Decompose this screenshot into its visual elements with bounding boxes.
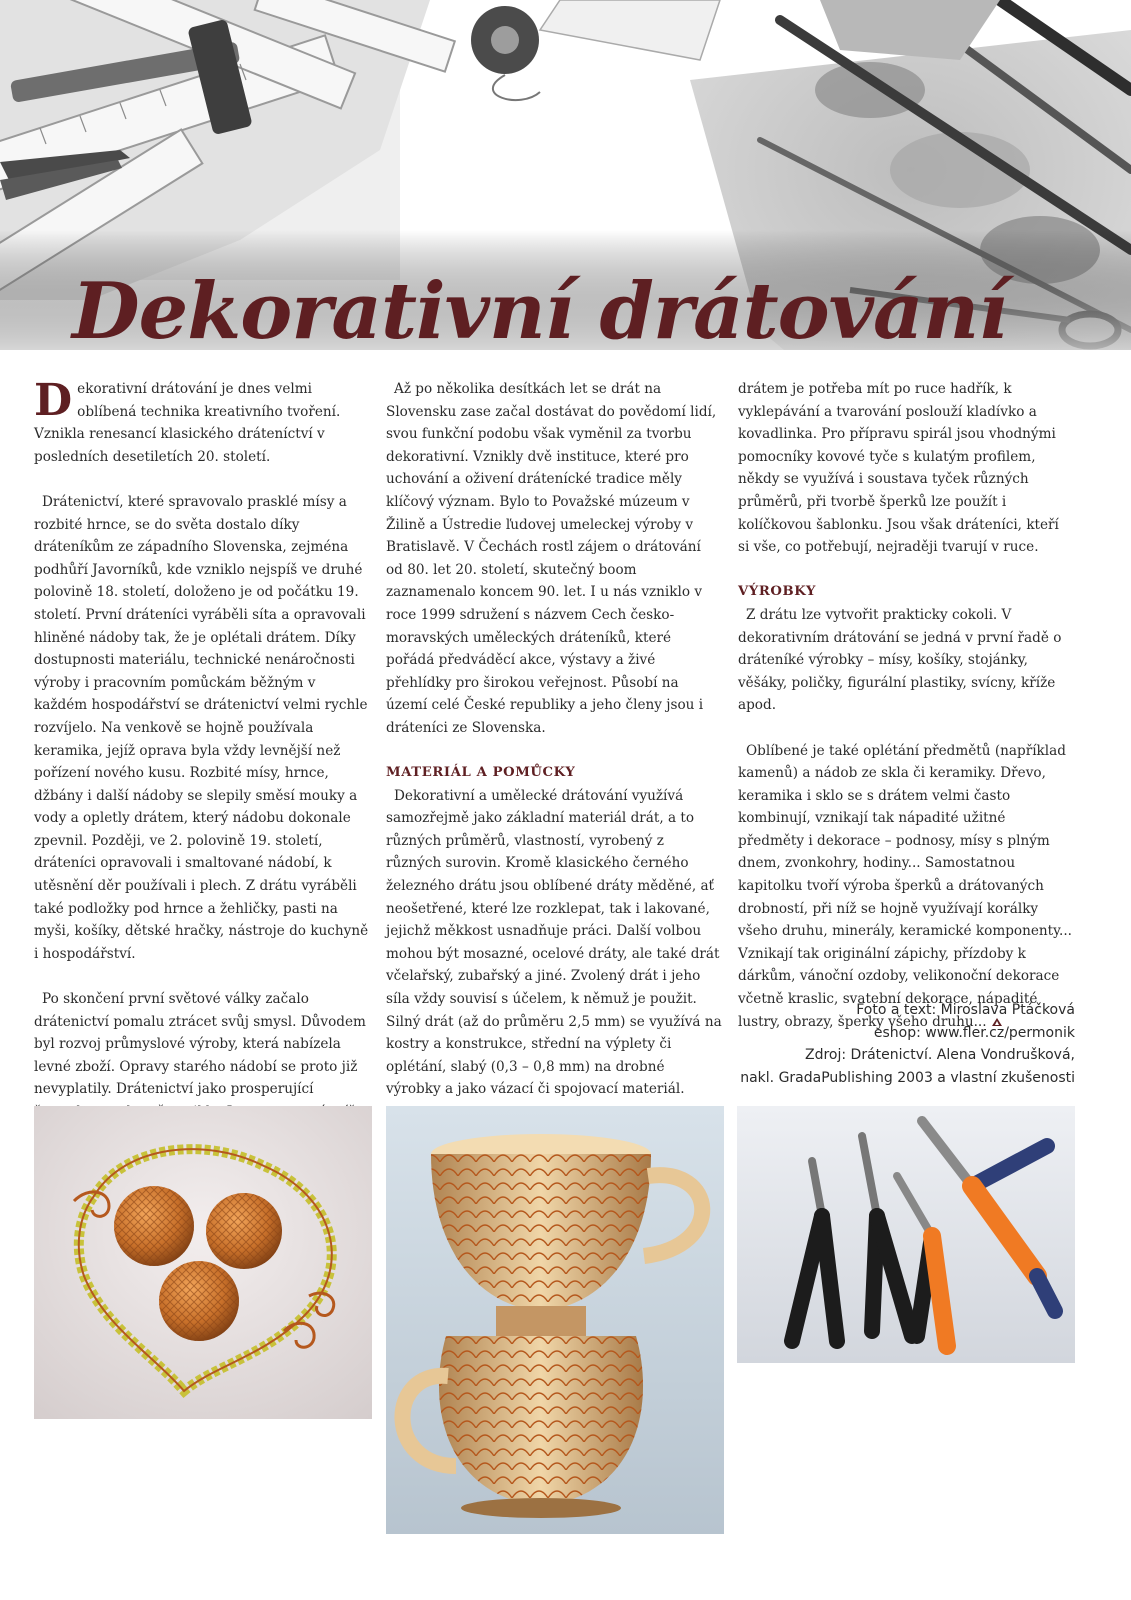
wrapping-text: Oblíbené je také oplétání předmětů (například kamenů) a nádob ze skla či keramiky. Dřevo, keramika i sklo se s drátem velmi často kombinují, vznikají tak nápadité užitné předměty i dekorace – podnosy, mísy s plným dnem, zvonkohry, hodiny... Samostatnou kapitolku tvoří výroba šperků a drátovaných drobností, při níž se hojně využívají korálky všeho druhu, minerály, keramické komponenty... Vznikají tak originální zápichy, přízdoby k dárkům, vánoční ozdoby, velikonoční dekorace včetně kraslic, svatební dekorace, nápadité lustry, obrazy, šperky všeho druhu... bbox=[738, 742, 1072, 1030]
revival-paragraph: Až po několika desítkách let se drát na Slovensku zase začal dostávat do povědomí lidí, svou funkční podobu však vyměnil za tvorbu dekorativní. Vznikly dvě instituce, které pro uchování a oživení drátenícké tradice měly klíčový význam. Bylo to Považské múzeum v Žilině a Ústredie ľudovej umeleckej výroby v Bratislavě. V Čechách rostl zájem o drátování od 80. let 20. století, skutečný boom zaznamenalo koncem 90. let. I u nás vzniklo v roce 1999 sdružení s názvem Cech česko-moravských uměleckých dráteníků, které pořádá předváděcí akce, výstavy a živé přehlídky pro širokou veřejnost. Působí na území celé České republiky a jeho členy jsou i dráteníci ze Slovenska. bbox=[386, 381, 717, 736]
photo-wire-brooch bbox=[34, 1106, 372, 1419]
decline-paragraph: Po skončení první světové války začalo drátenictví pomalu ztrácet svůj smysl. Důvodem byl rozvoj průmyslové výroby, která nabízela levné zboží. Opravy starého nádobí se proto již nevyplatily. Drátenictví jako prosperující bbox=[34, 991, 366, 1098]
section-heading-material: MATERIÁL A POMŮCKY bbox=[386, 765, 576, 781]
drop-cap: D bbox=[34, 375, 73, 426]
history-paragraph: Drátenictví, které spravovalo prasklé mísy a rozbité hrnce, se do světa dostalo díky dráteníkům ze západního Slovenska, zejména podhůří Javorníků, kde vzniklo nejspíš ve druhé polovině 18. století, doloženo je od počátku 19. století. První dráteníci vyráběli síta a opravovali hliněné nádoby tak, že je oplétali drátem. Díky dostupnosti materiálu, technické nenáročnosti výroby i pracovním pomůckám běžným v každém hospodářství se drátenictví velmi rychle rozvíjelo. Na venkově se hojně používala keramika, jejíž oprava byla vždy levnější než pořízení nového kusu. Rozbité mísy, hrnce, džbány i další nádoby se slepily směsí mouky a vody a opletly drátem, který nádobu dokonale zpevnil. Později, ve 2. polovině 19. století, dráteníci opravovali i smaltované nádobí, k utěsnění děr používali i plech. Z drátu vyráběli také podložky pod hrnce a žehličky, pasti na myši, košíky, dětské hračky, nástroje do kuchyně i hospodářství. bbox=[34, 493, 369, 962]
credit-publisher: nakl. GradaPublishing 2003 a vlastní zkušenosti bbox=[740, 1069, 1075, 1086]
article-title: Dekorativní drátování bbox=[72, 266, 1007, 357]
photo-pliers bbox=[737, 1106, 1075, 1363]
photo-wired-cups bbox=[386, 1106, 724, 1534]
intro-text: ekorativní drátování je dnes velmi oblíbená technika kreativního tvoření. Vznikla renesancí klasického dráteníctví v posledních desetiletích 20. století. bbox=[34, 381, 341, 465]
text-column-1 bbox=[34, 375, 370, 1169]
section-heading-products: VÝROBKY bbox=[738, 584, 816, 600]
credits-block bbox=[700, 999, 1075, 1089]
text-column-3 bbox=[738, 378, 1074, 1033]
tools-continued-paragraph: drátem je potřeba mít po ruce hadřík, k vyklepávání a tvarování poslouží kladívko a kovadlinka. Pro přípravu spirál jsou vhodnými pomocníky kovové tyče s kulatým profilem, někdy se využívá i soustava tyček různých průměrů, při tvorbě šperků lze použít i kolíčkovou šablonku. Jsou však dráteníci, kteří si vše, co potřebují, nejraději tvarují v ruce. bbox=[738, 381, 1059, 556]
credit-source: Zdroj: Drátenictví. Alena Vondrušková, bbox=[805, 1047, 1075, 1064]
material-paragraph: Dekorativní a umělecké drátování využívá samozřejmě jako základní materiál drát, a to různých průměrů, vlastností, vyrobený z různých surovin. Kromě klasického černého železného drátu jsou oblíbené dráty měděné, ať neošetřené, které lze rozklepat, tak i lakované, jejichž měkkost usnadňuje práci. Další volbou mohou být mosazné, ocelové dráty, ale také drát včelařský, zubařský a jiné. Zvolený drát i jeho síla vždy souvisí s účelem, k němuž je použit. Silný drát (až do průměru 2,5 mm) se využívá na kostry a konstrukce, střední na výplety či oplétání, slabý (0,3 – 0,8 mm) na drobné výrobky a jako vázací či spojovací materiál. bbox=[386, 787, 722, 1098]
credit-eshop: eshop: www.fler.cz/permonik bbox=[873, 1024, 1075, 1041]
text-column-2 bbox=[386, 378, 722, 1214]
credit-author: Foto a text: Miroslava Ptáčková bbox=[856, 1002, 1075, 1018]
intro-paragraph bbox=[34, 375, 370, 468]
wrapping-paragraph bbox=[738, 740, 1074, 1034]
products-paragraph: Z drátu lze vytvořit prakticky cokoli. V dekorativním drátování se jedná v první řadě o dráteníké výrobky – mísy, košíky, stojánky, věšáky, poličky, figurální plastiky, svícny, kříže apod. bbox=[738, 606, 1062, 714]
